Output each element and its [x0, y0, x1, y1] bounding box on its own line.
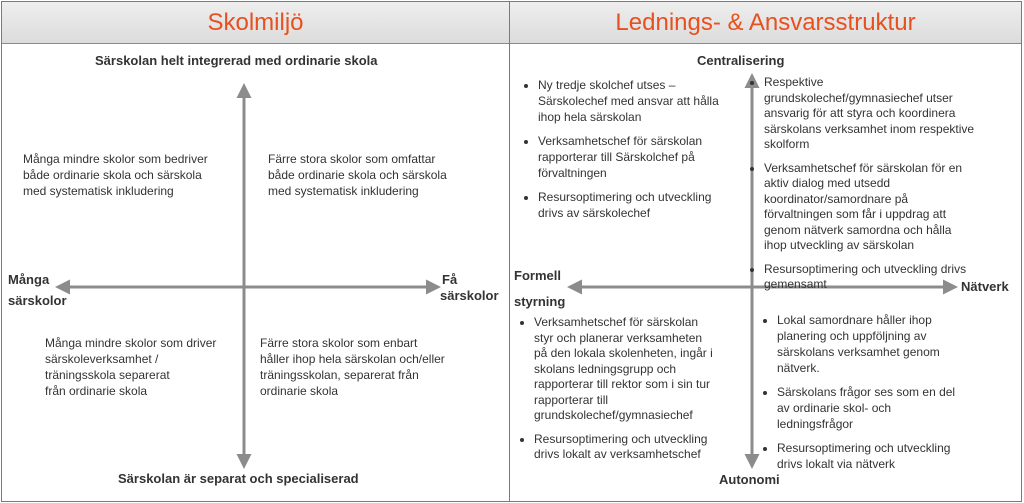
list-item: • Verksamhetschef för särskolan styr och planerar verksamheten på den lokala skolenheten, ingår i skolans ledningsgrupp och rapporterar till rektor som i sin tur rapporterar till grundskolechef/gymnasiechef [534, 315, 750, 424]
axis-right-few-label-1: Få [442, 272, 458, 287]
right-quadrant-bottom-left [512, 315, 750, 471]
axis-top-centralization: Centralisering [697, 53, 785, 68]
axis-right-few-label-2: särskolor [440, 288, 499, 303]
left-panel-title: Skolmiljö [2, 2, 509, 44]
list-item: • Ny tredje skolchef utses – Särskolechef med ansvar att hålla ihop hela särskolan [538, 77, 748, 125]
axis-left-formal-label-2: styrning [514, 294, 566, 309]
axis-bottom-separate: Särskolan är separat och specialiserad [118, 471, 359, 486]
axis-left-many-label-2: särskolor [8, 293, 67, 308]
list-item: • Resursoptimering och utveckling drivs av särskolechef [538, 189, 748, 221]
right-quadrant-bottom-right [755, 312, 1015, 480]
axis-top-integrated: Särskolan helt integrerad med ordinarie skola [95, 53, 378, 68]
right-panel-title: Lednings- & Ansvarsstruktur [510, 2, 1021, 44]
axis-left-formal-label-1: Formell [514, 268, 561, 283]
axis-bottom-autonomy: Autonomi [719, 472, 780, 487]
list-item: • Verksamhetschef för särskolan rapporterar till Särskolchef på förvaltningen [538, 133, 748, 181]
list-item: • Verksamhetschef för särskolan för en aktiv dialog med utsedd koordinator/samordnare på förvaltningen som får i uppdrag att genom nätverk samordna och hålla ihop utveckling av särskolan [764, 161, 1018, 254]
left-quadrant-top-left: Många mindre skolor som bedriver både ordinarie skola och särskola med systematisk inkludering [23, 152, 208, 198]
list-item: • Lokal samordnare håller ihop planering och uppföljning av särskolans verksamhet genom nätverk. [777, 312, 1015, 376]
right-quadrant-top-right [742, 75, 1018, 301]
axis-right-network: Nätverk [961, 279, 1009, 294]
left-quadrant-bottom-right: Färre stora skolor som enbart håller ihop hela särskolan och/eller träningsskolan, separerat från ordinarie skola [260, 336, 445, 398]
axis-left-many-label-1: Många [8, 272, 50, 287]
list-item: • Resursoptimering och utveckling drivs lokalt via nätverk [777, 440, 1015, 472]
right-quadrant-top-left [516, 77, 748, 229]
list-item: • Resursoptimering och utveckling drivs gemensamt [764, 262, 1018, 293]
left-quadrant-bottom-left: Många mindre skolor som driver särskoleverksamhet / träningsskola separerat från ordinarie skola [45, 336, 217, 398]
list-item: • Resursoptimering och utveckling drivs lokalt av verksamhetschef [534, 432, 750, 463]
list-item: • Särskolans frågor ses som en del av ordinarie skol- och ledningsfrågor [777, 384, 1015, 432]
left-quadrant-top-right: Färre stora skolor som omfattar både ordinarie skola och särskola med systematisk inkludering [268, 152, 447, 198]
list-item: • Respektive grundskolechef/gymnasiechef utser ansvarig för att styra och koordinera särskolans verksamhet inom respektive skolform [764, 75, 1018, 153]
